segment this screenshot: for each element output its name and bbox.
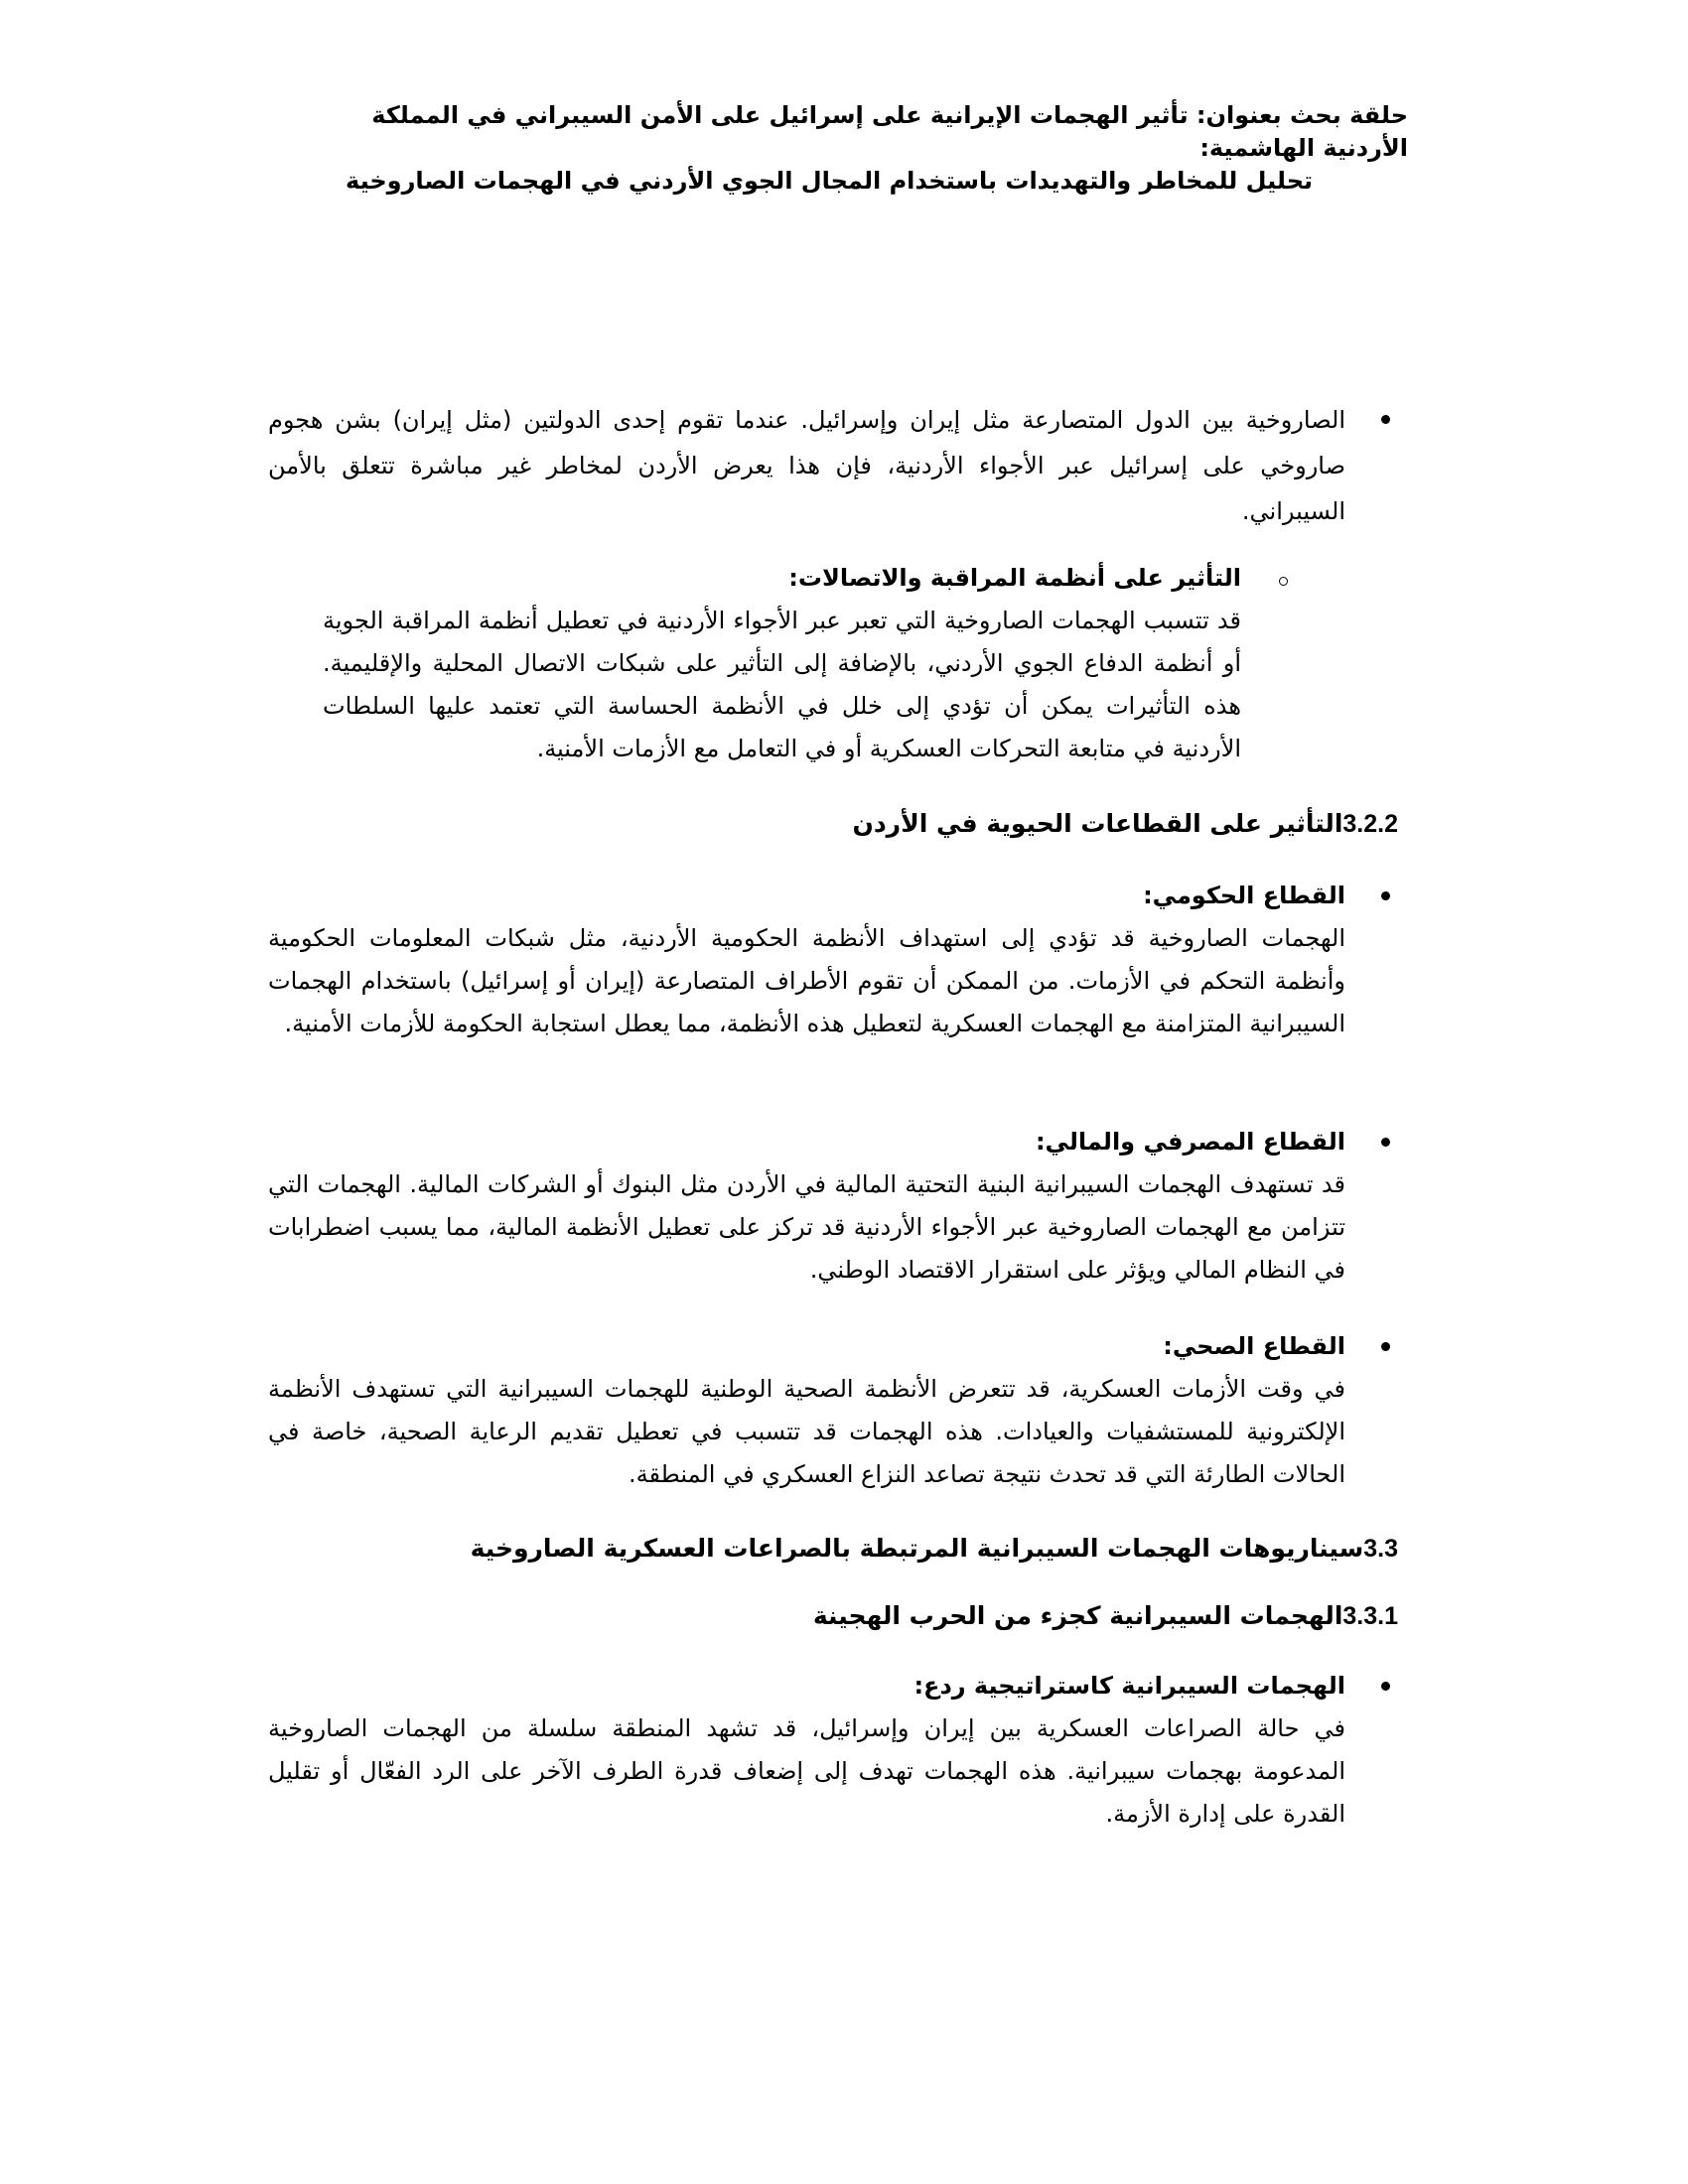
sector-bullet-government [268,874,1345,1045]
bullet-dot-icon [1381,1342,1390,1351]
section-number: 3.3.1 [1342,1602,1398,1630]
section-heading-3-3-1 [813,1596,1398,1636]
section-title: الهجمات السيبرانية كجزء من الحرب الهجينة [812,1601,1343,1630]
sector-bullet-health [268,1324,1345,1496]
sector-title: القطاع الحكومي: [1143,882,1345,909]
sector-bullet-banking [268,1120,1345,1292]
deterrence-text: في حالة الصراعات العسكرية بين إيران وإسرائيل، قد تشهد المنطقة سلسلة من الهجمات الصاروخية المدعومة بهجمات سيبرانية. هذه الهجمات تهدف إلى إضعاف قدرة الطرف الآخر على الرد الفعّال أو تقليل القدرة على إدارة الأزمة. [268,1714,1345,1828]
intro-bullet [268,397,1345,534]
bullet-dot-icon [1381,415,1390,424]
document-header [296,99,1408,198]
section-number: 3.2.2 [1342,810,1398,838]
deterrence-bullet [268,1664,1345,1836]
bullet-dot-icon [1381,1138,1390,1147]
intro-bullet-text: الصاروخية بين الدول المتصارعة مثل إيران وإسرائيل. عندما تقوم إحدى الدولتين (مثل إيران) بشن هجوم صاروخي على إسرائيل عبر الأجواء الأردنية، فإن هذا يعرض الأردن لمخاطر غير مباشرة تتعلق بالأمن السيبراني. [268,406,1345,525]
sector-text: قد تستهدف الهجمات السيبرانية البنية التحتية المالية في الأردن مثل البنوك أو الشركات المالية. الهجمات التي تتزامن مع الهجمات الصاروخية عبر الأجواء الأردنية قد تركز على تعطيل الأنظمة المالية، مما يسبب اضطرابات في النظام المالي ويؤثر على استقرار الاقتصاد الوطني. [268,1170,1345,1284]
section-number: 3.3 [1363,1535,1398,1563]
hollow-circle-bullet-icon [1279,577,1288,586]
section-heading-3-2-2 [853,804,1398,844]
bullet-dot-icon [1381,1682,1390,1691]
sub-bullet-title: التأثير على أنظمة المراقبة والاتصالات: [788,564,1241,592]
section-title: سيناريوهات الهجمات السيبرانية المرتبطة بالصراعات العسكرية الصاروخية [470,1534,1364,1563]
deterrence-title: الهجمات السيبرانية كاستراتيجية ردع: [914,1672,1345,1700]
header-title-line-2: تحليل للمخاطر والتهديدات باستخدام المجال الجوي الأردني في الهجمات الصاروخية [346,167,1313,195]
sector-title: القطاع المصرفي والمالي: [1035,1128,1345,1156]
bullet-dot-icon [1381,891,1390,900]
section-heading-3-3 [471,1529,1398,1569]
sub-bullet-surveillance [323,556,1241,770]
sub-bullet-text: قد تتسبب الهجمات الصاروخية التي تعبر عبر الأجواء الأردنية في تعطيل أنظمة المراقبة الجوية أو أنظمة الدفاع الجوي الأردني، بالإضافة إلى التأثير على شبكات الاتصال المحلية والإقليمية. هذه التأثيرات يمكن أن تؤدي إلى خلل في الأنظمة الحساسة التي تعتمد عليها السلطات الأردنية في متابعة التحركات العسكرية أو في التعامل مع الأزمات الأمنية. [323,607,1241,762]
sector-text: الهجمات الصاروخية قد تؤدي إلى استهداف الأنظمة الحكومية الأردنية، مثل شبكات المعلومات الحكومية وأنظمة التحكم في الأزمات. من الممكن أن تقوم الأطراف المتصارعة (إيران أو إسرائيل) باستخدام الهجمات السيبرانية المتزامنة مع الهجمات العسكرية لتعطيل هذه الأنظمة، مما يعطل استجابة الحكومة للأزمات الأمنية. [268,924,1345,1037]
sector-text: في وقت الأزمات العسكرية، قد تتعرض الأنظمة الصحية الوطنية للهجمات السيبرانية التي تستهدف الأنظمة الإلكترونية للمستشفيات والعيادات. هذه الهجمات قد تتسبب في تعطيل تقديم الرعاية الصحية، خاصة في الحالات الطارئة التي قد تحدث نتيجة تصاعد النزاع العسكري في المنطقة. [268,1375,1345,1488]
section-title: التأثير على القطاعات الحيوية في الأردن [852,809,1343,838]
sector-title: القطاع الصحي: [1163,1332,1345,1360]
header-title-line-1: حلقة بحث بعنوان: تأثير الهجمات الإيرانية على إسرائيل على الأمن السيبراني في المملكة الأردنية الهاشمية: [371,101,1408,162]
